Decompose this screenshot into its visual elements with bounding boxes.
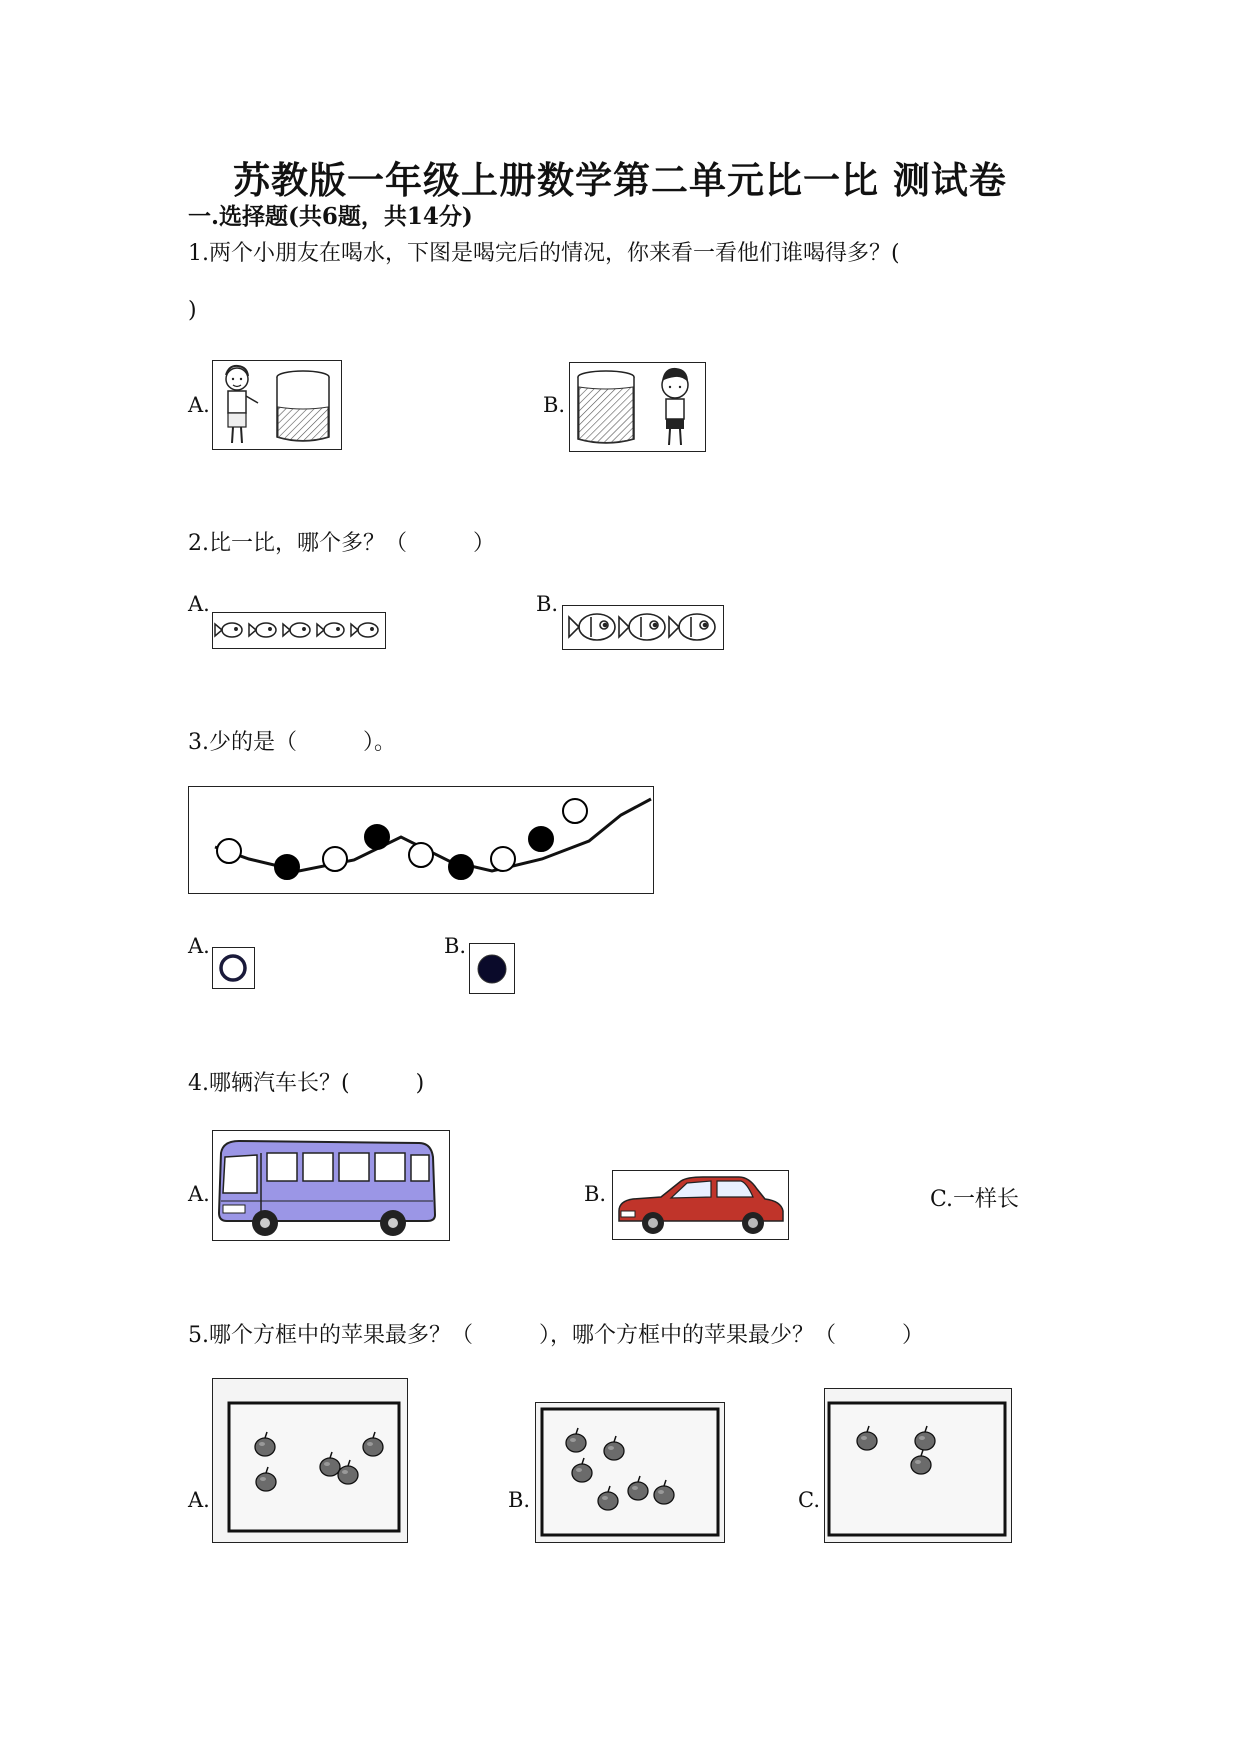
q1-option-b-label: B. <box>543 393 566 417</box>
question-1-text-cont: ) <box>188 298 197 323</box>
q1-option-a-picture[interactable] <box>212 360 342 450</box>
q5-option-c-picture[interactable] <box>824 1388 1012 1543</box>
q3-option-b-picture[interactable] <box>469 943 515 994</box>
q1-option-a-label: A. <box>188 393 210 417</box>
q3-option-b-label: B. <box>444 934 467 958</box>
q5-option-b-picture[interactable] <box>535 1402 725 1543</box>
q2-option-a-label: A. <box>188 592 210 616</box>
question-1-text: 1.两个小朋友在喝水，下图是喝完后的情况，你来看一看他们谁喝得多？( <box>188 241 900 266</box>
q2-option-b-label: B. <box>536 592 559 616</box>
q4-option-c-text: 一样长 <box>953 1187 1020 1212</box>
bus-icon <box>213 1131 449 1240</box>
q5-option-a-label: A. <box>188 1488 210 1512</box>
q1-option-b-picture[interactable] <box>569 362 706 452</box>
bead-string-icon <box>189 787 653 893</box>
white-bead <box>409 843 433 867</box>
q2-option-a-picture[interactable] <box>212 612 386 649</box>
q5-option-a-picture[interactable] <box>212 1378 408 1543</box>
black-bead <box>449 855 473 879</box>
small-fish-row-icon <box>213 613 385 648</box>
question-3-text: 3.少的是（ ）。 <box>188 730 396 755</box>
question-2-text: 2.比一比，哪个多？（ ） <box>188 531 495 556</box>
black-bead <box>529 827 553 851</box>
q4-option-b-label: B. <box>584 1182 607 1206</box>
q4-option-a-label: A. <box>188 1182 210 1206</box>
q5-option-c-label: C. <box>798 1488 820 1512</box>
page-title: 苏教版一年级上册数学第二单元比一比 测试卷 <box>233 158 1007 202</box>
apples-box-a-icon <box>213 1379 407 1542</box>
question-5-text: 5.哪个方框中的苹果最多？（ ），哪个方框中的苹果最少？（ ） <box>188 1323 924 1348</box>
white-bead <box>217 839 241 863</box>
car-icon <box>613 1171 788 1239</box>
q5-option-b-label: B. <box>508 1488 531 1512</box>
cup-and-boy-icon <box>570 363 705 451</box>
apples-box-b-icon <box>536 1403 724 1542</box>
white-bead-icon <box>213 948 254 988</box>
q3-bead-string-picture <box>188 786 654 894</box>
boy-and-cup-icon <box>213 361 341 449</box>
q2-option-b-picture[interactable] <box>562 605 724 650</box>
black-bead-icon <box>470 944 514 993</box>
white-bead <box>323 847 347 871</box>
black-bead <box>275 855 299 879</box>
white-bead <box>563 799 587 823</box>
q4-option-c-label: C. <box>930 1187 954 1212</box>
q4-option-b-picture[interactable] <box>612 1170 789 1240</box>
white-bead <box>491 847 515 871</box>
section-heading: 一.选择题(共6题，共14分) <box>188 203 473 230</box>
question-4-text: 4.哪辆汽车长？( ) <box>188 1071 425 1096</box>
apples-box-c-icon <box>825 1389 1011 1542</box>
black-bead <box>365 825 389 849</box>
q3-option-a-label: A. <box>188 934 210 958</box>
q3-option-a-picture[interactable] <box>212 947 255 989</box>
q4-option-a-picture[interactable] <box>212 1130 450 1241</box>
big-fish-row-icon <box>563 606 723 649</box>
q4-option-c[interactable] <box>930 1182 1019 1213</box>
